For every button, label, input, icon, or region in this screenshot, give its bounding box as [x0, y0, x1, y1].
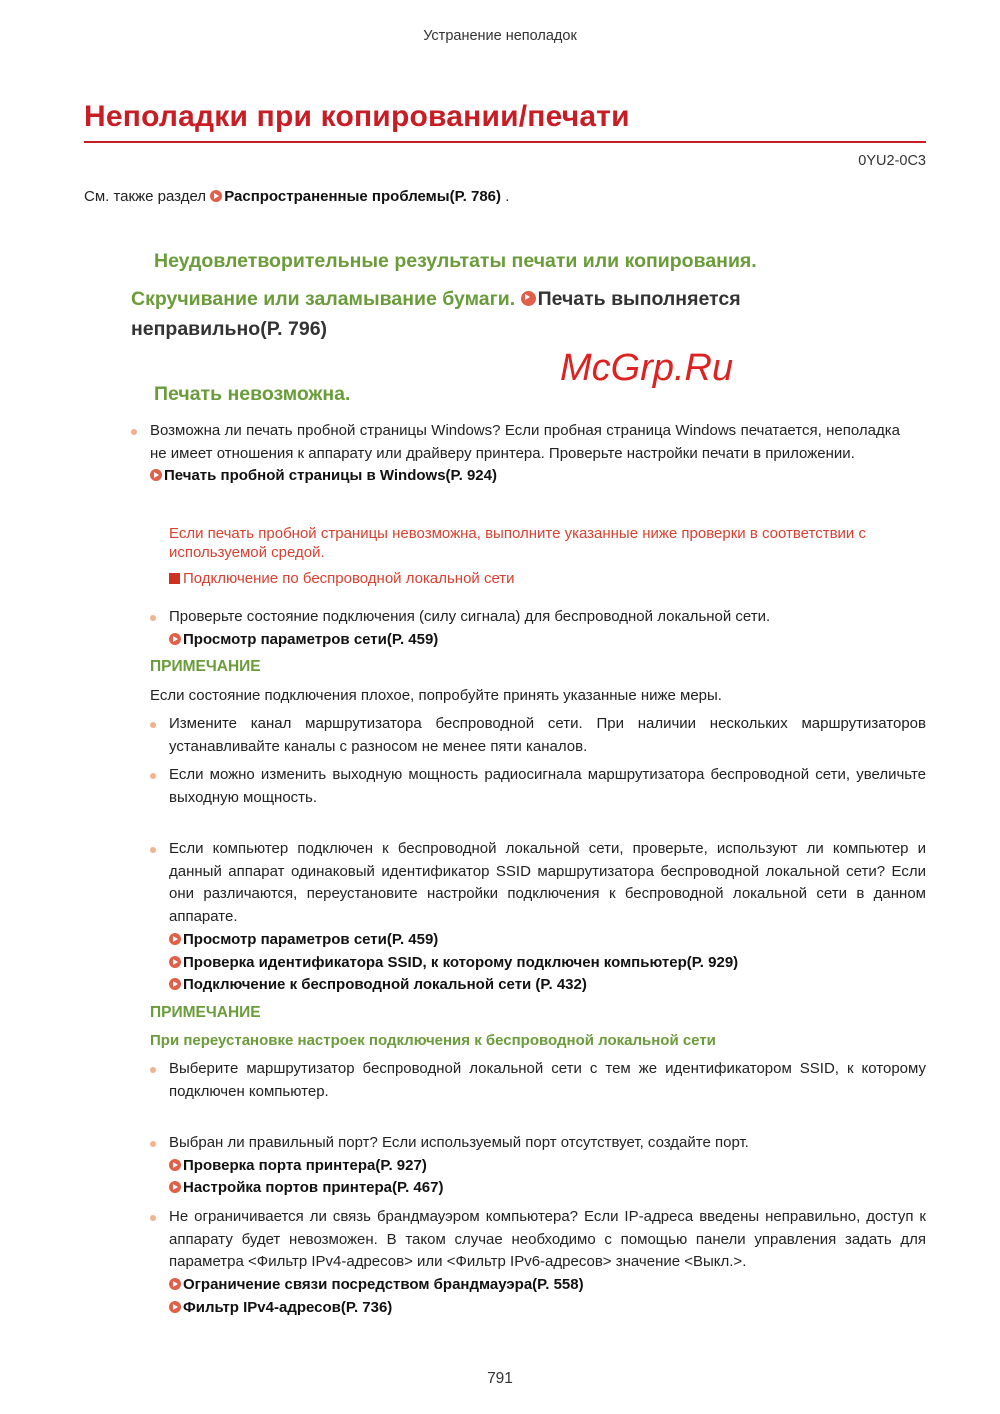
link-arrow-icon — [169, 1278, 181, 1290]
print-incorrect-link[interactable]: Печать выполняется неправильно(P. 796) — [131, 288, 741, 340]
bullet-icon — [150, 1141, 156, 1147]
note-bullet — [169, 764, 926, 809]
port-config-link[interactable]: Настройка портов принтера(P. 467) — [183, 1179, 444, 1197]
red-subheading — [169, 568, 515, 591]
note-bullet — [169, 1058, 926, 1103]
note-bullet — [169, 713, 926, 758]
network-settings-link[interactable]: Просмотр параметров сети(P. 459) — [183, 930, 439, 948]
bullet-icon — [150, 847, 156, 853]
title-rule — [84, 141, 926, 143]
bullet-icon — [131, 429, 137, 435]
watermark: McGrp.Ru — [560, 347, 734, 389]
bullet-icon — [150, 1215, 156, 1221]
section-heading-quality: Неудовлетворительные результаты печати или копирования. — [154, 250, 757, 272]
bullet-icon — [150, 722, 156, 728]
bullet-icon — [150, 773, 156, 779]
item-text: Проверьте состояние подключения (силу сигнала) для беспроводной локальной сети. — [169, 608, 771, 625]
link-arrow-icon — [169, 933, 181, 945]
see-also-link[interactable]: Распространенные проблемы(P. 786) — [224, 188, 502, 205]
note-bullet-text: Если можно изменить выходную мощность радиосигнала маршрутизатора беспроводной сети, увеличьте выходную мощность. — [169, 766, 926, 806]
list-item — [169, 838, 926, 997]
port-check-link[interactable]: Проверка порта принтера(P. 927) — [183, 1156, 427, 1174]
note-bullet-text: Измените канал маршрутизатора беспроводной сети. При наличии нескольких маршрутизаторов устанавливайте каналы с разносом не менее пяти каналов. — [169, 715, 926, 755]
list-item — [150, 420, 900, 488]
curl-heading: Скручивание или заламывание бумаги. — [131, 288, 516, 310]
item-text: Если компьютер подключен к беспроводной локальной сети, проверьте, используют ли компьютер и данный аппарат одинаковый идентификатор SSID маршрутизатора беспроводной локальной сети? Если они различаются, переустановите настройки подключения к беспроводной локальной сети в данном аппарате. — [169, 840, 926, 926]
link-arrow-icon — [210, 190, 222, 202]
list-item — [169, 1206, 926, 1320]
link-arrow-icon — [169, 956, 181, 968]
link-arrow-icon — [169, 978, 181, 990]
see-also-prefix: См. также раздел — [84, 188, 207, 205]
link-arrow-icon — [150, 469, 162, 481]
red-subheading-text: Подключение по беспроводной локальной сети — [183, 570, 515, 587]
section-heading-curl — [131, 284, 831, 344]
note-bullet-text: Выберите маршрутизатор беспроводной локальной сети с тем же идентификатором SSID, к которому подключен компьютер. — [169, 1060, 926, 1100]
see-also-suffix: . — [505, 188, 510, 205]
square-icon — [169, 573, 180, 584]
running-header: Устранение неполадок — [423, 28, 577, 44]
list-item — [169, 1132, 926, 1200]
wireless-connect-link[interactable]: Подключение к беспроводной локальной сети (P. 432) — [183, 976, 587, 994]
link-arrow-icon — [169, 1159, 181, 1171]
test-page-link[interactable]: Печать пробной страницы в Windows(P. 924) — [164, 467, 497, 485]
note-intro: Если состояние подключения плохое, попробуйте принять указанные ниже меры. — [150, 687, 722, 704]
section-heading-cannot-print: Печать невозможна. — [154, 383, 351, 405]
item-text: Выбран ли правильный порт? Если используемый порт отсутствует, создайте порт. — [169, 1134, 749, 1151]
bullet-icon — [150, 1067, 156, 1073]
item-text: Возможна ли печать пробной страницы Windows? Если пробная страница Windows печатается, неполадка не имеет отношения к аппарату или драйверу принтера. Проверьте настройки печати в приложении. — [150, 422, 900, 462]
note-subheading: При переустановке настроек подключения к беспроводной локальной сети — [150, 1032, 716, 1049]
item-text: Не ограничивается ли связь брандмауэром компьютера? Если IP-адреса введены неправильно, доступ к аппарату будет невозможен. В таком случае необходимо с помощью панели управления задать для параметра <Фильтр IPv4-адресов> или <Фильтр IPv6-адресов> значение <Выкл.>. — [169, 1208, 926, 1271]
doc-code: 0YU2-0C3 — [858, 153, 926, 169]
link-arrow-icon — [169, 633, 181, 645]
page-number: 791 — [487, 1370, 513, 1387]
page-title: Неполадки при копировании/печати — [84, 100, 630, 133]
note-label: ПРИМЕЧАНИЕ — [150, 1004, 261, 1021]
note-label: ПРИМЕЧАНИЕ — [150, 658, 261, 675]
red-note: Если печать пробной страницы невозможна, выполните указанные ниже проверки в соответствии с используемой средой. — [169, 525, 866, 561]
bullet-icon — [150, 615, 156, 621]
list-item — [169, 606, 926, 651]
link-arrow-icon — [169, 1301, 181, 1313]
link-arrow-icon — [169, 1181, 181, 1193]
see-also — [84, 188, 509, 205]
network-settings-link[interactable]: Просмотр параметров сети(P. 459) — [183, 630, 439, 648]
ipv4-filter-link[interactable]: Фильтр IPv4-адресов(P. 736) — [183, 1298, 393, 1316]
link-arrow-icon — [521, 291, 536, 306]
firewall-link[interactable]: Ограничение связи посредством брандмауэра(P. 558) — [183, 1276, 584, 1294]
ssid-check-link[interactable]: Проверка идентификатора SSID, к которому подключен компьютер(P. 929) — [183, 953, 739, 971]
